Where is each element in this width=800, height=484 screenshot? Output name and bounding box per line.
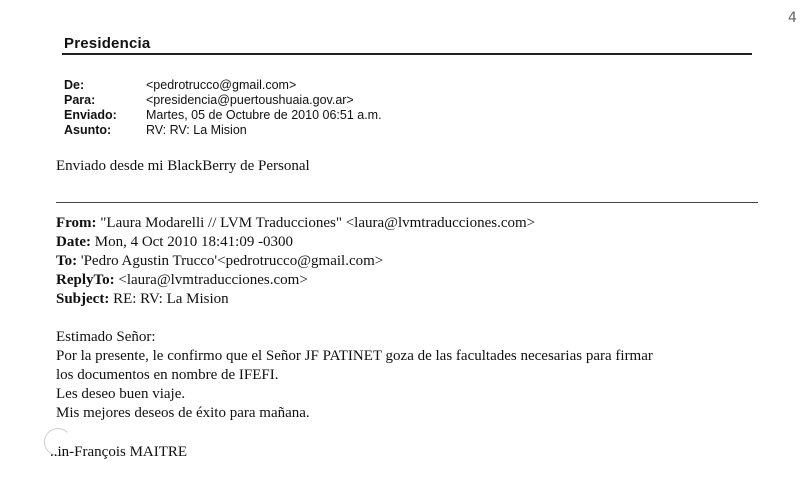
header-label: Asunto:: [64, 123, 112, 137]
header-label: Para:: [64, 93, 96, 107]
body-line: Estimado Señor:: [56, 329, 156, 345]
fwd-replyto-row: [56, 271, 308, 289]
message-divider: [56, 202, 758, 203]
body-line: Por la presente, le confirmo que el Señor JF PATINET goza de las facultades necesarias para firmar: [56, 348, 653, 364]
fwd-to-value: 'Pedro Agustin Trucco'<pedrotrucco@gmail.com>: [77, 253, 384, 269]
body-line: los documentos en nombre de IFEFI.: [56, 367, 279, 383]
fwd-date-label: Date:: [56, 234, 91, 250]
fwd-date-value: Mon, 4 Oct 2010 18:41:09 -0300: [90, 234, 294, 250]
body-line: Les deseo buen viaje.: [56, 386, 186, 402]
fwd-subject-label: Subject:: [56, 291, 110, 307]
title-divider: [62, 53, 752, 55]
header-value: Martes, 05 de Octubre de 2010 06:51 a.m.: [146, 108, 382, 122]
header-value: <pedrotrucco@gmail.com>: [146, 78, 297, 92]
fwd-date-row: [56, 233, 293, 251]
header-value: <presidencia@puertoushuaia.gov.ar>: [146, 93, 354, 107]
fwd-subject-value: RE: RV: La Mision: [109, 291, 229, 307]
body-line: Mis mejores deseos de éxito para mañana.: [56, 405, 310, 421]
header-label: De:: [64, 78, 85, 92]
header-value: RV: RV: La Mision: [146, 123, 247, 137]
sent-from-note: Enviado desde mi BlackBerry de Personal: [56, 158, 310, 174]
fwd-subject-row: [56, 290, 229, 308]
header-label: Enviado:: [64, 108, 117, 122]
corner-page-mark: 4: [788, 10, 797, 26]
page-title: Presidencia: [64, 35, 151, 52]
signature: ..in-François MAITRE: [50, 444, 188, 460]
fwd-replyto-label: ReplyTo:: [56, 272, 115, 288]
fwd-replyto-value: <laura@lvmtraducciones.com>: [114, 272, 308, 288]
fwd-to-label: To:: [56, 253, 78, 269]
fwd-from-row: [56, 214, 535, 232]
fwd-from-label: From:: [56, 215, 97, 231]
fwd-from-value: "Laura Modarelli // LVM Traducciones" <laura@lvmtraducciones.com>: [96, 215, 536, 231]
fwd-to-row: [56, 252, 383, 270]
